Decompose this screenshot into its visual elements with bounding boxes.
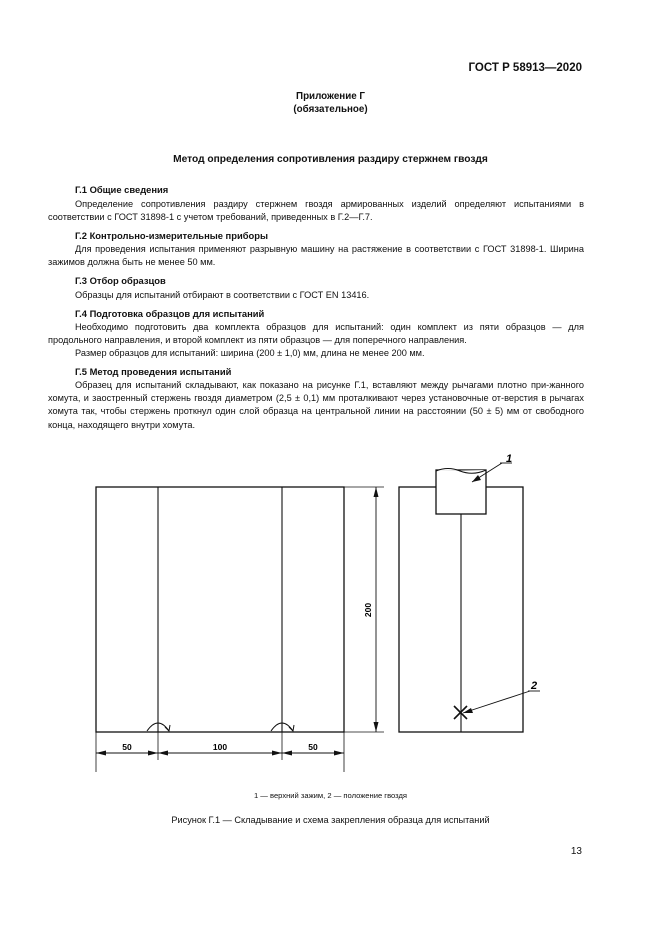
section-heading: Г.3 Отбор образцов: [75, 275, 166, 286]
dimension-label-height: 200: [363, 602, 373, 618]
dimension-label-right: 50: [308, 742, 318, 752]
section-paragraph: Образцы для испытаний отбирают в соответствии с ГОСТ EN 13416.: [75, 290, 370, 300]
figure-caption: Рисунок Г.1 — Складывание и схема закрепления образца для испытаний: [171, 815, 490, 825]
annex-status: (обязательное): [293, 104, 368, 115]
page-number: 13: [570, 846, 582, 857]
specimen-rectangle: [96, 487, 344, 732]
figure-legend: 1 — верхний зажим, 2 — положение гвоздя: [253, 791, 408, 800]
section-heading: Г.5 Метод проведения испытаний: [75, 366, 232, 377]
standard-code: ГОСТ Р 58913—2020: [468, 62, 582, 74]
section-heading: Г.1 Общие сведения: [75, 184, 169, 195]
annex-label: Приложение Г: [296, 91, 365, 102]
section-heading: Г.2 Контрольно-измерительные приборы: [75, 230, 268, 241]
section-paragraph: Образец для испытаний складывают, как показано на рисунке Г.1, вставляют между рычагами плотно при-жанного хомута, и заостренный стержень гвоздя диаметром (2,5 ± 0,1) мм проталкивают через установочные от-верстия в рычагах хомута так, чтобы стержень проткнул один слой образца на центральной линии на расстоянии (50 ± 5) мм от свободного конца, находящего внутри хомута.: [48, 380, 584, 430]
callout-2: 2: [531, 680, 538, 692]
dimension-label-left: 50: [122, 742, 132, 752]
section-paragraph: Размер образцов для испытаний: ширина (200 ± 1,0) мм, длина не менее 200 мм.: [75, 348, 425, 358]
document-title: Метод определения сопротивления раздиру стержнем гвоздя: [173, 154, 488, 165]
section-paragraph: Определение сопротивления раздиру стержнем гвоздя армированных изделий определяют испытаниями в соответствии с ГОСТ 31898-1 с учетом требований, приведенных в Г.2—Г.7.: [48, 199, 584, 223]
dimension-label-middle: 100: [212, 742, 228, 752]
section-heading: Г.4 Подготовка образцов для испытаний: [75, 308, 265, 319]
section-paragraph: Необходимо подготовить два комплекта образцов для испытаний: один комплект из пяти образцов — для продольного направления, и второй комплект из пяти образцов — для поперечного направления.: [48, 322, 584, 346]
section-paragraph: Для проведения испытания применяют разрывную машину на растяжение в соответствии с ГОСТ 31898-1. Ширина зажимов должна быть не менее 50 мм.: [48, 244, 584, 268]
callout-1: 1: [506, 453, 513, 465]
